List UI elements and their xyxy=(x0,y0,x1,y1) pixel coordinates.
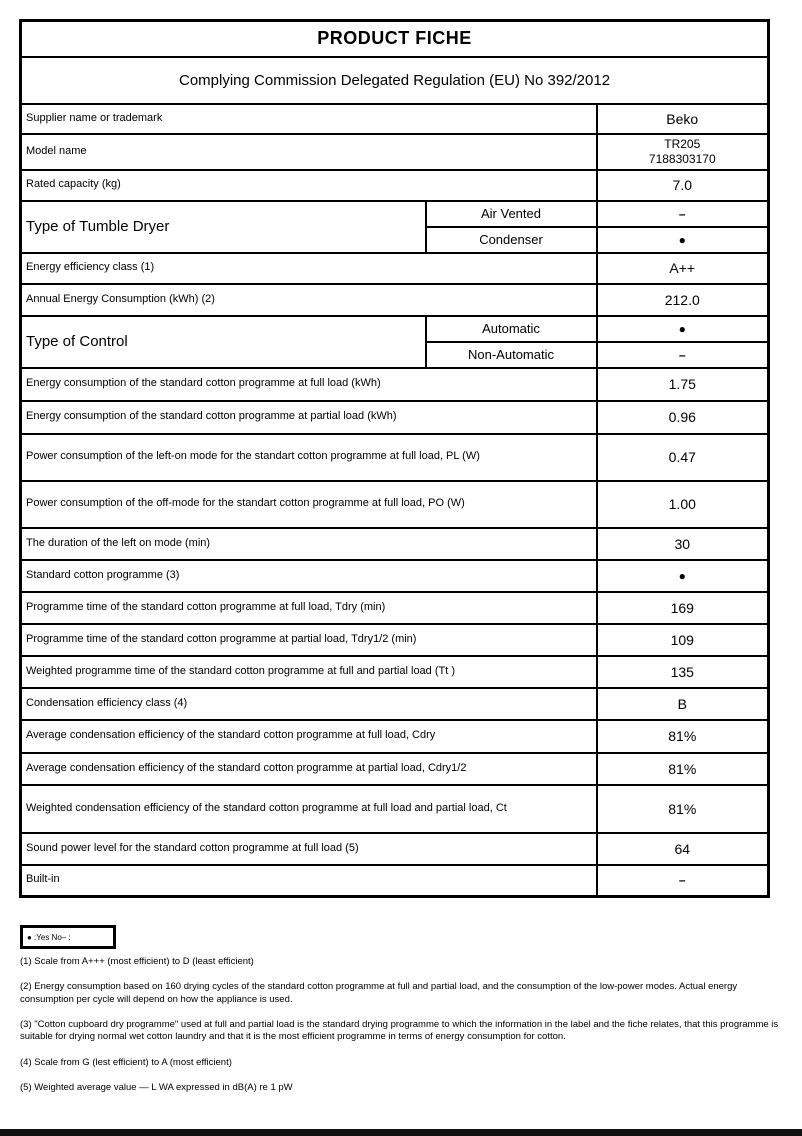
table-row-power-lefton xyxy=(21,434,769,481)
table-row-dryer-type-airvented xyxy=(21,201,769,227)
row-value: ● xyxy=(597,316,769,342)
row-label: Supplier name or trademark xyxy=(21,104,597,134)
row-value: 1.00 xyxy=(597,481,769,528)
table-row-capacity xyxy=(21,170,769,201)
row-label: Power consumption of the off-mode for the standart cotton programme at full load, PO (W) xyxy=(21,481,597,528)
title-row xyxy=(21,21,769,57)
row-label: Energy consumption of the standard cotton programme at partial load (kWh) xyxy=(21,401,597,434)
footnote-3: (3) "Cotton cupboard dry programme" used at full and partial load is the standard drying programme to which the information in the label and the fiche relates, that this programme is suitable for drying normal wet cotton laundry and that it is the most efficient programme in terms of energy consumption for cotton. xyxy=(20,1019,779,1043)
row-value: 81% xyxy=(597,785,769,833)
model-line-1: TR205 xyxy=(664,137,701,152)
row-label: Built-in xyxy=(21,865,597,897)
row-label: Type of Control xyxy=(21,316,426,368)
product-fiche-table xyxy=(19,19,770,898)
row-value: 109 xyxy=(597,624,769,656)
model-line-2: 7188303170 xyxy=(648,151,716,166)
row-value: ● xyxy=(597,227,769,253)
footnote-4: (4) Scale from G (lest efficient) to A (most efficient) xyxy=(20,1056,232,1068)
row-label: Rated capacity (kg) xyxy=(21,170,597,201)
row-label: Condensation efficiency class (4) xyxy=(21,688,597,720)
table-row-time-full xyxy=(21,592,769,624)
row-value: 81% xyxy=(597,753,769,785)
row-label: Model name xyxy=(21,134,597,170)
row-value: – xyxy=(597,201,769,227)
row-value xyxy=(597,134,769,170)
row-value: B xyxy=(597,688,769,720)
subtitle-row xyxy=(21,57,769,104)
row-value: – xyxy=(597,342,769,368)
table-row-energy-full xyxy=(21,368,769,401)
row-value: 169 xyxy=(597,592,769,624)
sub-label: Automatic xyxy=(426,316,597,342)
table-row-efficiency-class xyxy=(21,253,769,284)
scan-bottom-edge xyxy=(0,1129,802,1136)
row-value: 212.0 xyxy=(597,284,769,316)
row-label: Type of Tumble Dryer xyxy=(21,201,426,253)
footnote-1: (1) Scale from A+++ (most efficient) to D (least efficient) xyxy=(20,956,254,967)
row-value: – xyxy=(597,865,769,897)
regulation-subtitle: Complying Commission Delegated Regulation (EU) No 392/2012 xyxy=(21,57,769,104)
table-row-energy-partial xyxy=(21,401,769,434)
row-label: Energy consumption of the standard cotton programme at full load (kWh) xyxy=(21,368,597,401)
row-label: Average condensation efficiency of the standard cotton programme at full load, Cdry xyxy=(21,720,597,753)
row-label: Programme time of the standard cotton programme at partial load, Tdry1/2 (min) xyxy=(21,624,597,656)
sub-label: Air Vented xyxy=(426,201,597,227)
table-row-annual-energy xyxy=(21,284,769,316)
page-title: PRODUCT FICHE xyxy=(21,21,769,57)
table-row-builtin xyxy=(21,865,769,897)
legend-box xyxy=(20,925,116,949)
footnote-5: (5) Weighted average value — L WA expressed in dB(A) re 1 pW xyxy=(20,1082,293,1094)
row-label: Programme time of the standard cotton programme at full load, Tdry (min) xyxy=(21,592,597,624)
row-value: Beko xyxy=(597,104,769,134)
footnote-2: (2) Energy consumption based on 160 drying cycles of the standard cotton programme at full and partial load, and the consumption of the low-power modes. Actual energy consumption per cycle will depend on how the appliance is used. xyxy=(20,981,738,1005)
row-value: 1.75 xyxy=(597,368,769,401)
sub-label: Non-Automatic xyxy=(426,342,597,368)
row-label: Weighted programme time of the standard cotton programme at full and partial load (Tt ) xyxy=(21,656,597,688)
table-row-time-partial xyxy=(21,624,769,656)
table-row-condensation-weighted xyxy=(21,785,769,833)
row-value: 7.0 xyxy=(597,170,769,201)
row-label: Annual Energy Consumption (kWh) (2) xyxy=(21,284,597,316)
table-row-condensation-full xyxy=(21,720,769,753)
row-label: Sound power level for the standard cotton programme at full load (5) xyxy=(21,833,597,865)
table-row-condensation-partial xyxy=(21,753,769,785)
table-row-weighted-time xyxy=(21,656,769,688)
row-label: Weighted condensation efficiency of the standard cotton programme at full load and partial load, Ct xyxy=(21,785,597,833)
table-row-supplier xyxy=(21,104,769,134)
footnotes xyxy=(20,956,784,1107)
row-value: 30 xyxy=(597,528,769,560)
row-value: ● xyxy=(597,560,769,592)
row-label: Energy efficiency class (1) xyxy=(21,253,597,284)
row-value: 81% xyxy=(597,720,769,753)
table-row-lefton-duration xyxy=(21,528,769,560)
table-row-standard-cotton xyxy=(21,560,769,592)
table-row-model xyxy=(21,134,769,170)
row-label: Average condensation efficiency of the standard cotton programme at partial load, Cdry1/2 xyxy=(21,753,597,785)
row-value: 135 xyxy=(597,656,769,688)
table-row-sound-power xyxy=(21,833,769,865)
row-label: Standard cotton programme (3) xyxy=(21,560,597,592)
sub-label: Condenser xyxy=(426,227,597,253)
row-value: 0.47 xyxy=(597,434,769,481)
row-label: The duration of the left on mode (min) xyxy=(21,528,597,560)
row-value: 0.96 xyxy=(597,401,769,434)
table-row-power-off xyxy=(21,481,769,528)
row-value: A++ xyxy=(597,253,769,284)
legend-text: ● :Yes No– : xyxy=(27,932,71,942)
table-row-control-automatic xyxy=(21,316,769,342)
row-value: 64 xyxy=(597,833,769,865)
row-label: Power consumption of the left-on mode for the standart cotton programme at full load, PL (W) xyxy=(21,434,597,481)
table-row-condensation-class xyxy=(21,688,769,720)
